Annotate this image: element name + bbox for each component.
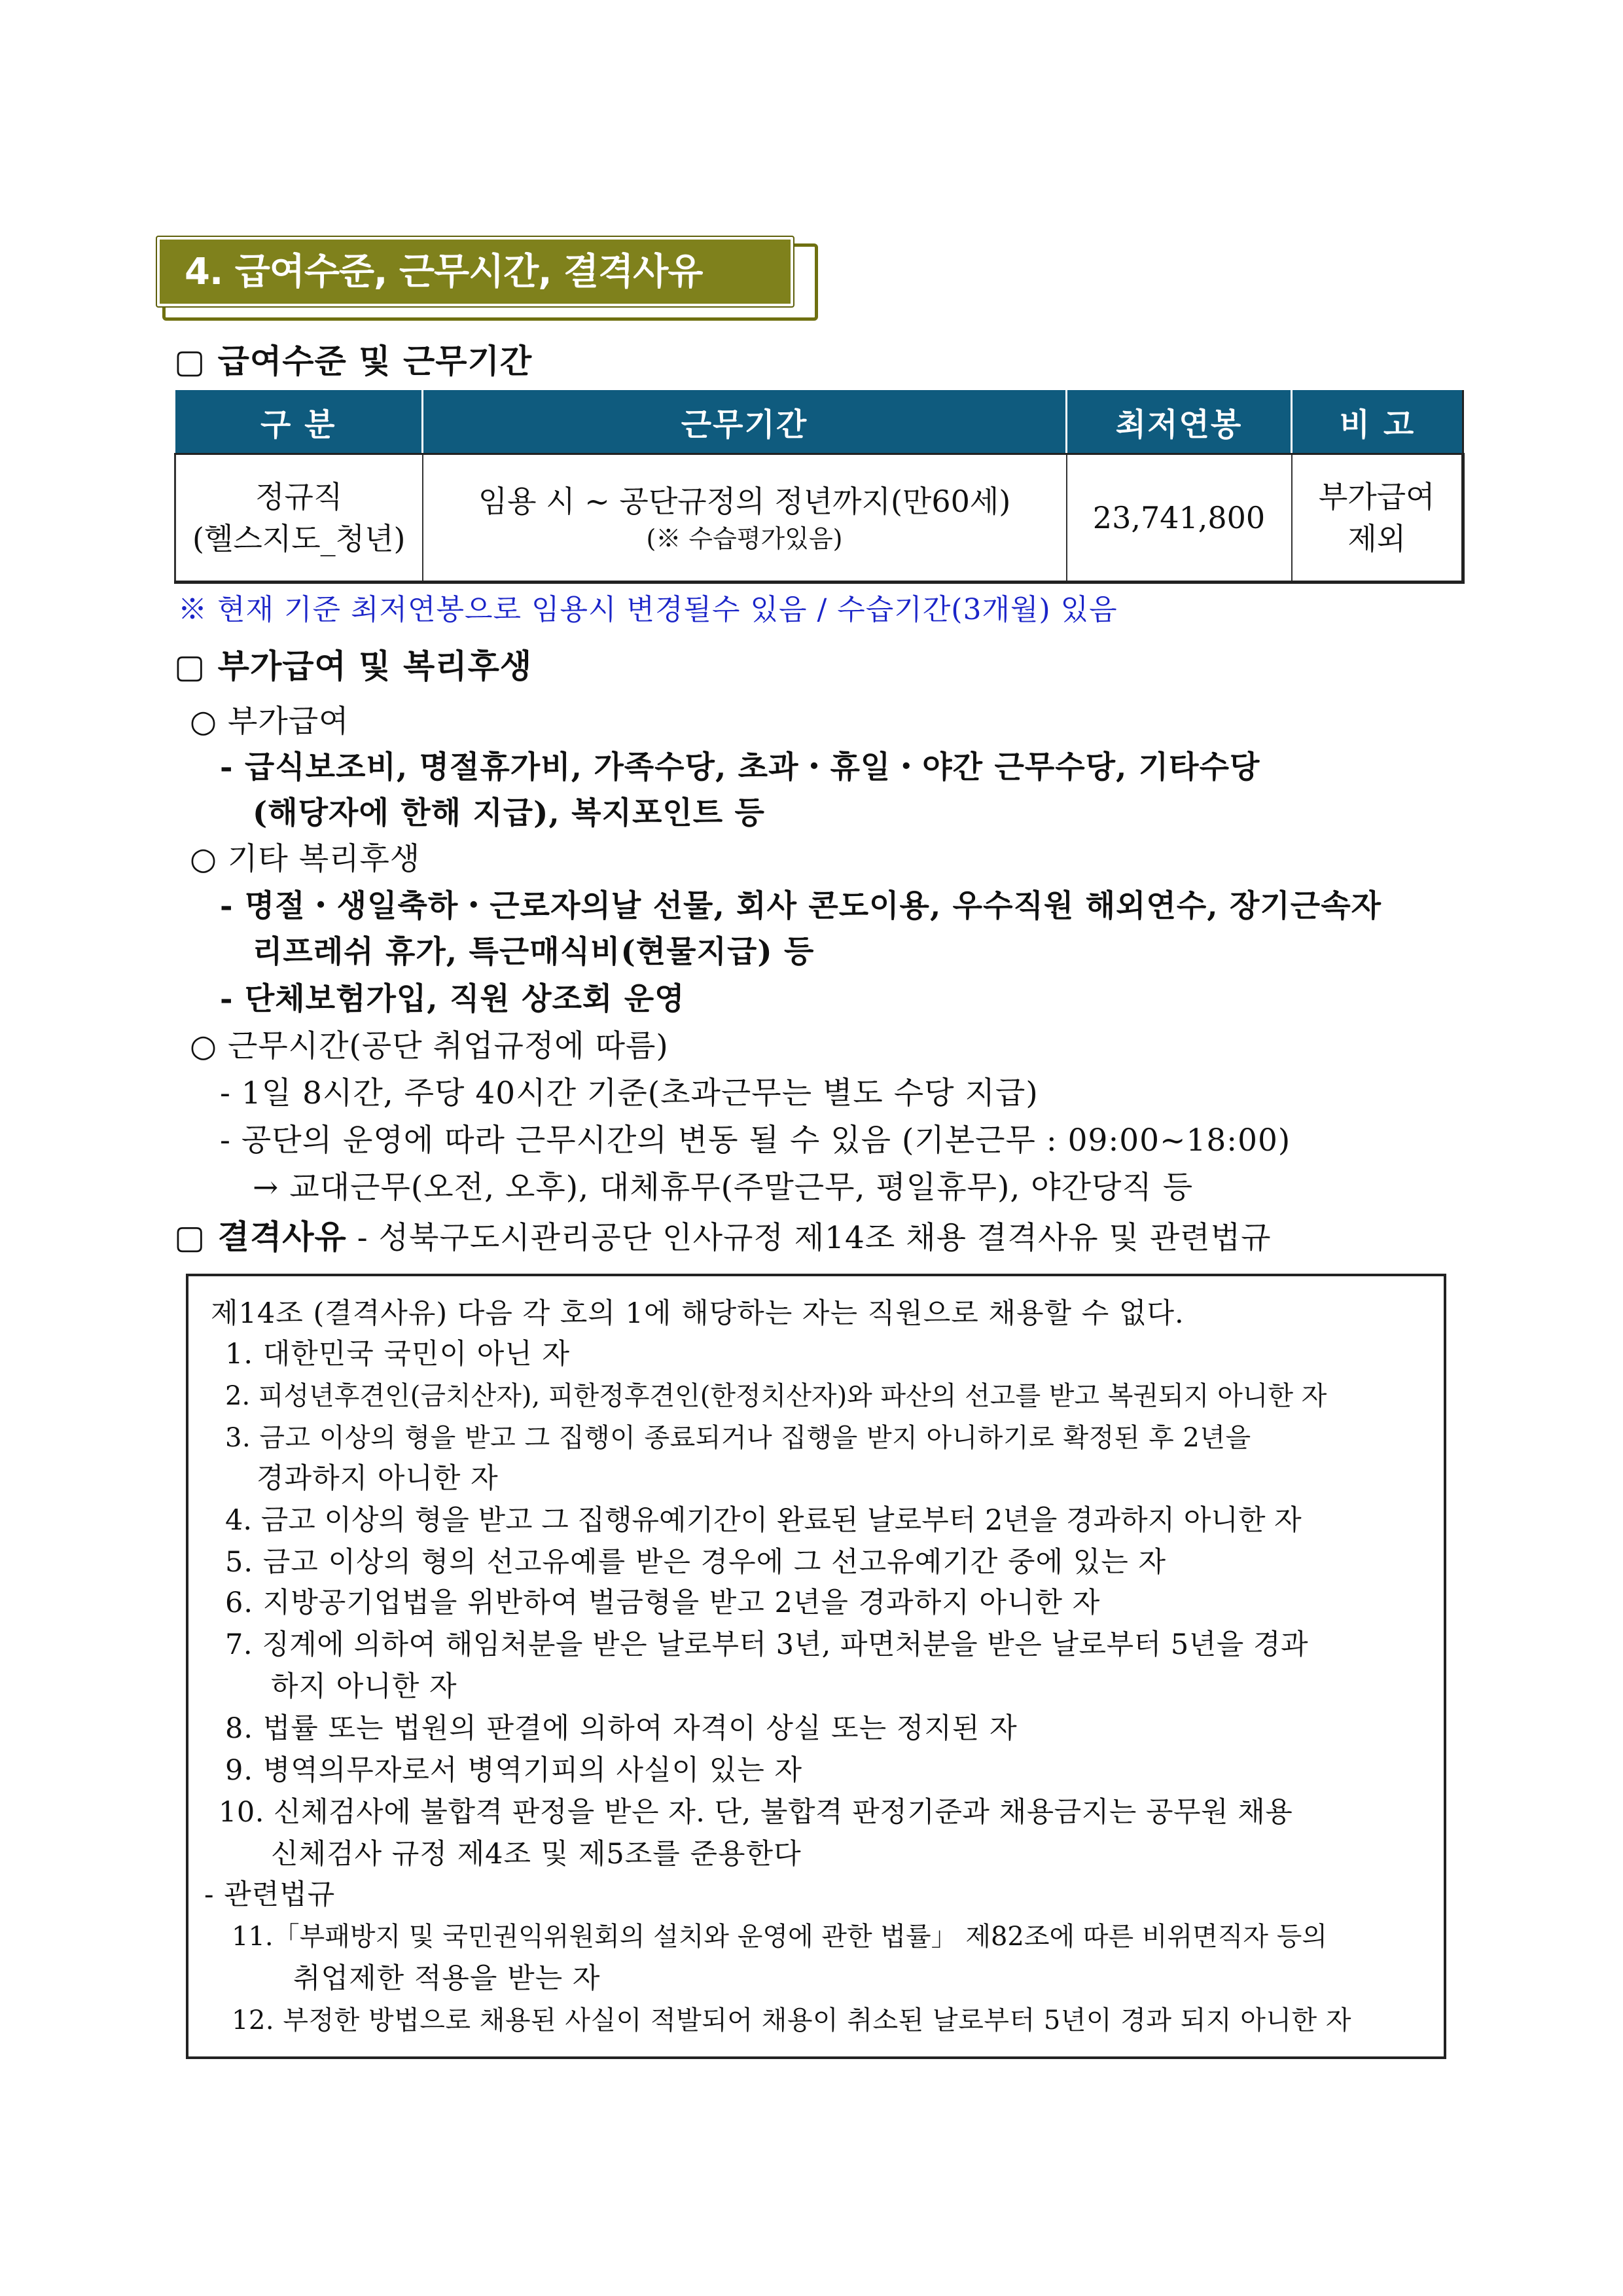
regulation-line: 12. 부정한 방법으로 채용된 사실이 적발되어 채용이 취소된 날로부터 5년이 경과 되지 아니한 자 [232, 2005, 1352, 2036]
regulation-line: 7. 징계에 의하여 해임처분을 받은 날로부터 3년, 파면처분을 받은 날로부터 5년을 경과 [225, 1628, 1309, 1661]
remarks-line1: 부가급여 [1318, 479, 1435, 514]
benefit-line: (해당자에 한해 지급), 복지포인트 등 [253, 795, 765, 831]
benefits-heading: ▢ 부가급여 및 복리후생 [174, 647, 533, 685]
header-category: 구 분 [175, 390, 423, 454]
cell-min-salary: 23,741,800 [1067, 454, 1292, 583]
regulation-line: 신체검사 규정 제4조 및 제5조를 준용한다 [271, 1838, 802, 1871]
benefit-line: ○ 부가급여 [190, 704, 349, 740]
regulation-line: 5. 금고 이상의 형의 선고유예를 받은 경우에 그 선고유예기간 중에 있는 자 [225, 1546, 1166, 1579]
regulation-line: 하지 아니한 자 [271, 1670, 457, 1703]
section-title: 4. 급여수준, 근무시간, 결격사유 [185, 251, 703, 293]
cell-category [175, 454, 423, 583]
header-remarks: 비 고 [1292, 390, 1463, 454]
table-row [175, 454, 1463, 583]
cell-remarks [1292, 454, 1463, 583]
regulation-line: 8. 법률 또는 법원의 판결에 의하여 자격이 상실 또는 정지된 자 [225, 1712, 1018, 1745]
salary-heading: ▢ 급여수준 및 근무기간 [174, 342, 533, 380]
salary-note: ※ 현재 기준 최저연봉으로 임용시 변경될수 있음 / 수습기간(3개월) 있음 [178, 593, 1118, 626]
regulation-line: 경과하지 아니한 자 [257, 1462, 499, 1495]
regulation-line: 10. 신체검사에 불합격 판정을 받은 자. 단, 불합격 판정기준과 채용금지는 공무원 채용 [219, 1796, 1293, 1829]
regulation-line: 9. 병역의무자로서 병역기피의 사실이 있는 자 [225, 1754, 803, 1787]
regulation-line: 6. 지방공기업법을 위반하여 벌금형을 받고 2년을 경과하지 아니한 자 [225, 1587, 1101, 1619]
benefit-line: - 명절・생일축하・근로자의날 선물, 회사 콘도이용, 우수직원 해외연수, 장기근속자 [220, 888, 1382, 924]
benefit-line: - 급식보조비, 명절휴가비, 가족수당, 초과・휴일・야간 근무수당, 기타수당 [220, 749, 1260, 785]
benefit-line: ○ 근무시간(공단 취업규정에 따름) [190, 1028, 669, 1064]
header-period: 근무기간 [423, 390, 1067, 454]
disqualification-heading-bold: ▢ 결격사유 [174, 1217, 347, 1256]
regulation-line: 1. 대한민국 국민이 아닌 자 [225, 1338, 571, 1371]
benefit-line: - 1일 8시간, 주당 40시간 기준(초과근무는 별도 수당 지급) [220, 1075, 1039, 1111]
cell-period [423, 454, 1067, 583]
benefit-line: - 단체보험가입, 직원 상조회 운영 [220, 981, 685, 1017]
regulation-line: 4. 금고 이상의 형을 받고 그 집행유예기간이 완료된 날로부터 2년을 경과하지 아니한 자 [225, 1504, 1302, 1537]
disqualification-heading [174, 1216, 1272, 1259]
salary-table [174, 390, 1465, 584]
disqualification-heading-rest: - 성북구도시관리공단 인사규정 제14조 채용 결격사유 및 관련법규 [346, 1220, 1272, 1256]
regulation-line: 취업제한 적용을 받는 자 [293, 1962, 601, 1995]
header-min-salary: 최저연봉 [1067, 390, 1292, 454]
benefit-line: ○ 기타 복리후생 [190, 841, 421, 877]
category-line2: (헬스지도_청년) [192, 521, 406, 556]
benefit-line: - 공단의 운영에 따라 근무시간의 변동 될 수 있음 (기본근무 : 09:00~18:00) [220, 1122, 1291, 1158]
benefit-line: → 교대근무(오전, 오후), 대체휴무(주말근무, 평일휴무), 야간당직 등 [253, 1170, 1194, 1206]
regulation-line: 제14조 (결격사유) 다음 각 호의 1에 해당하는 자는 직원으로 채용할 수 없다. [211, 1297, 1185, 1330]
benefit-line: 리프레쉬 휴가, 특근매식비(현물지급) 등 [253, 934, 815, 970]
period-line2: (※ 수습평가있음) [646, 524, 843, 553]
regulation-line: 2. 피성년후견인(금치산자), 피한정후견인(한정치산자)와 파산의 선고를 받고 복권되지 아니한 자 [225, 1381, 1327, 1411]
regulation-line: 3. 금고 이상의 형을 받고 그 집행이 종료되거나 집행을 받지 아니하기로 확정된 후 2년을 [225, 1423, 1251, 1453]
regulation-line: - 관련법규 [204, 1878, 336, 1911]
period-line1: 임용 시 ~ 공단규정의 정년까지(만60세) [478, 484, 1011, 519]
remarks-line2: 제외 [1347, 521, 1406, 556]
regulation-line: 11.「부패방지 및 국민권익위원회의 설치와 운영에 관한 법률」 제82조에 따른 비위면직자 등의 [232, 1922, 1328, 1952]
category-line1: 정규직 [255, 479, 343, 514]
